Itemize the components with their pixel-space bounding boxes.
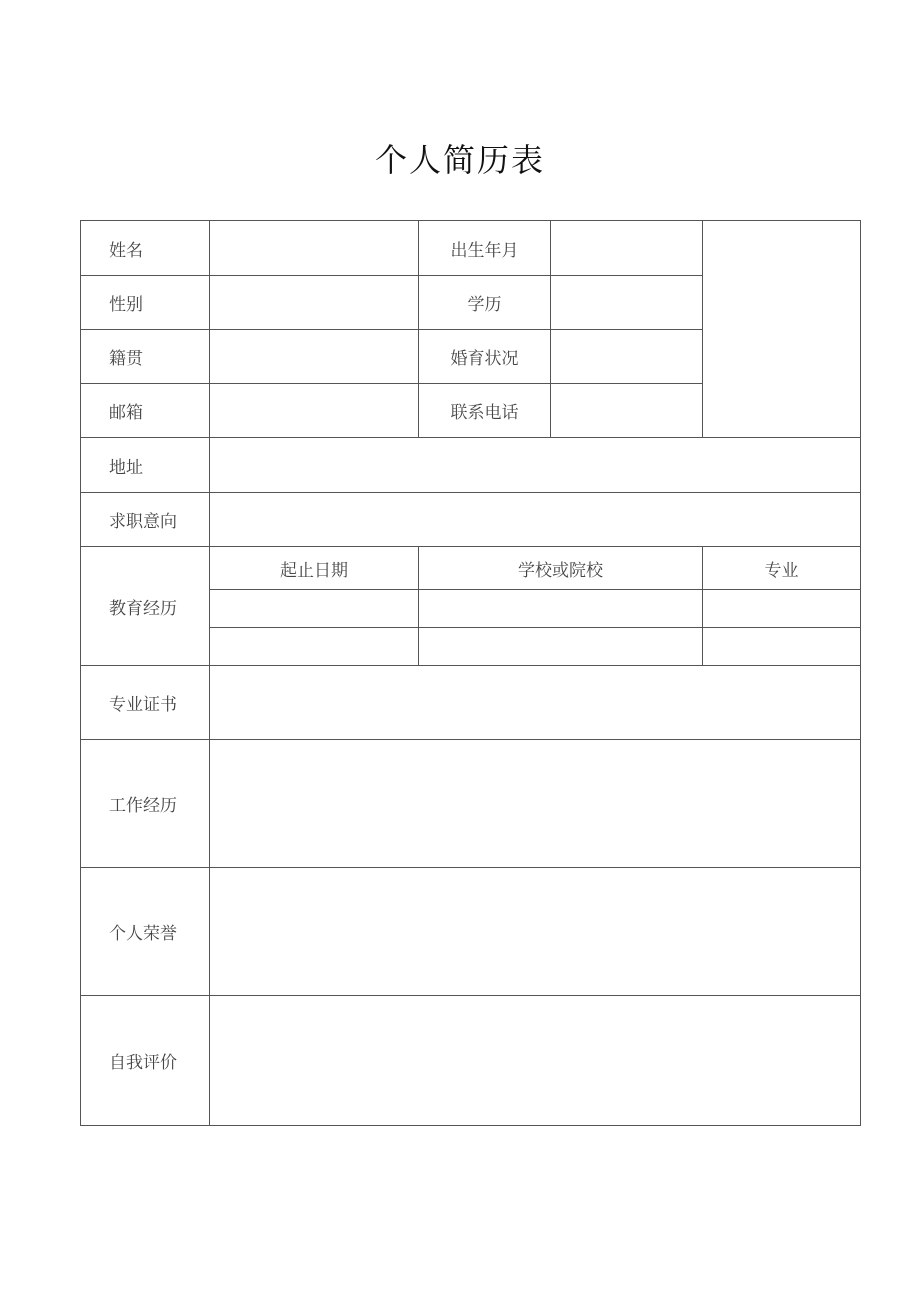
edu-row-1-dates[interactable] bbox=[210, 590, 419, 628]
gender-label: 性别 bbox=[81, 276, 210, 330]
email-field[interactable] bbox=[210, 384, 419, 438]
page-title: 个人简历表 bbox=[374, 141, 545, 179]
honors-label: 个人荣誉 bbox=[81, 868, 210, 996]
intention-field[interactable] bbox=[210, 493, 861, 547]
edu-header-major: 专业 bbox=[703, 547, 861, 590]
marital-label: 婚育状况 bbox=[419, 330, 551, 384]
self-evaluation-field[interactable] bbox=[210, 996, 861, 1126]
intention-label: 求职意向 bbox=[81, 493, 210, 547]
birth-field[interactable] bbox=[551, 221, 703, 276]
phone-field[interactable] bbox=[551, 384, 703, 438]
name-field[interactable] bbox=[210, 221, 419, 276]
photo-box[interactable] bbox=[703, 221, 861, 438]
education-label: 学历 bbox=[419, 276, 551, 330]
email-label: 邮箱 bbox=[81, 384, 210, 438]
edu-header-dates: 起止日期 bbox=[210, 547, 419, 590]
edu-row-2-major[interactable] bbox=[703, 628, 861, 666]
edu-row-2-dates[interactable] bbox=[210, 628, 419, 666]
work-history-field[interactable] bbox=[210, 740, 861, 868]
origin-label: 籍贯 bbox=[81, 330, 210, 384]
name-label: 姓名 bbox=[81, 221, 210, 276]
marital-field[interactable] bbox=[551, 330, 703, 384]
education-field[interactable] bbox=[551, 276, 703, 330]
resume-table bbox=[80, 220, 861, 1126]
birth-label: 出生年月 bbox=[419, 221, 551, 276]
self-evaluation-label: 自我评价 bbox=[81, 996, 210, 1126]
education-history-label: 教育经历 bbox=[81, 547, 210, 666]
edu-row-1-major[interactable] bbox=[703, 590, 861, 628]
phone-label: 联系电话 bbox=[419, 384, 551, 438]
origin-field[interactable] bbox=[210, 330, 419, 384]
address-label: 地址 bbox=[81, 438, 210, 493]
address-field[interactable] bbox=[210, 438, 861, 493]
edu-row-1-school[interactable] bbox=[419, 590, 703, 628]
honors-field[interactable] bbox=[210, 868, 861, 996]
certificates-field[interactable] bbox=[210, 666, 861, 740]
certificates-label: 专业证书 bbox=[81, 666, 210, 740]
gender-field[interactable] bbox=[210, 276, 419, 330]
work-history-label: 工作经历 bbox=[81, 740, 210, 868]
edu-header-school: 学校或院校 bbox=[419, 547, 703, 590]
edu-row-2-school[interactable] bbox=[419, 628, 703, 666]
